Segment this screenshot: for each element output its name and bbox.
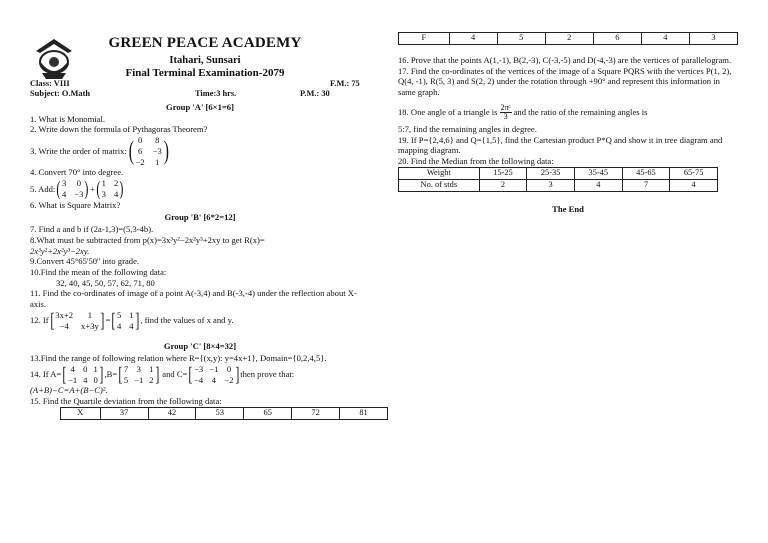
- matrix-cell: 5: [123, 374, 129, 385]
- question-5: [30, 178, 370, 199]
- fm-label: F.M.: 75: [330, 79, 360, 88]
- question-12: [30, 310, 370, 331]
- question-10: 10.Find the mean of the following data:: [30, 267, 167, 278]
- question-20: 20. Find the Median from the following data:: [398, 156, 554, 167]
- table-cell: 4: [574, 179, 622, 191]
- matrix-c-label: and C=: [162, 369, 188, 380]
- matrix-b-label: ,B=: [104, 369, 118, 380]
- table-cell: 42: [148, 407, 196, 419]
- matrix-cell: 3: [61, 178, 67, 189]
- question-17: 17. Find the co-ordinates of the vertices of the image of a Square PQRS with the vertices P(1, 2), Q(4, -1), R(5, 3) and S(2, 2) under the rotation through +90° and represent this information in same graph.: [398, 65, 732, 98]
- matrix-cell: 2: [149, 374, 154, 385]
- matrix-cell: 1: [129, 309, 134, 320]
- matrix-cell: −1: [209, 363, 219, 374]
- question-14-suffix: then prove that:: [240, 369, 295, 380]
- school-address: Itahari, Sunsari: [169, 54, 241, 66]
- matrix-cell: 1: [93, 363, 98, 374]
- table-cell: 65-75: [670, 167, 718, 179]
- subject-label: Subject: O.Math: [30, 89, 91, 98]
- table-cell: 25-35: [527, 167, 575, 179]
- matrix-cell: −4: [194, 374, 204, 385]
- fraction-numerator: 2πᶜ: [500, 102, 511, 112]
- table-cell: 2: [545, 33, 593, 45]
- matrix-cell: 4: [129, 320, 134, 331]
- table-cell: 65: [244, 407, 292, 419]
- question-3: [30, 135, 370, 167]
- question-14-identity: [30, 385, 370, 396]
- q12-matrix-2: [ 5 1 4 4 ]: [111, 309, 139, 332]
- table-cell: 72: [292, 407, 340, 419]
- question-11: 11. Find the co-ordinates of image of a point A(-3,4) and B(-3,-4) under the reflection about X-axis.: [30, 288, 357, 310]
- question-16: 16. Prove that the points A(1,-1), B(2,-3), C(-3,-5) and D(-4,-3) are the vertices of parallelogram.: [398, 55, 732, 65]
- matrix-cell: 8: [155, 135, 160, 146]
- table-cell: 4: [670, 179, 718, 191]
- table-cell: Weight: [399, 167, 480, 179]
- table-cell: 4: [641, 33, 689, 45]
- q3-matrix: ( 0 8 6 −3 −2 1 ): [128, 135, 169, 167]
- question-8-line-2: 2x³y²+2x²y³−2xy.: [30, 245, 90, 256]
- matrix-cell: −1: [134, 374, 144, 385]
- matrix-cell: 4: [113, 188, 119, 199]
- matrix-cell: 2: [113, 178, 119, 189]
- table-cell: 4: [449, 33, 497, 45]
- plus-sign: +: [90, 183, 95, 194]
- time-label: Time:3 hrs.: [195, 89, 237, 98]
- matrix-cell: 4: [70, 363, 75, 374]
- matrix-cell: 1: [87, 309, 93, 320]
- question-8: [30, 235, 370, 256]
- table-cell: 81: [340, 407, 388, 419]
- question-18: [398, 104, 738, 121]
- matrix-cell: −4: [59, 320, 69, 331]
- question-7: 7. Find a and b if (2a-1,3)=(5,3-4b).: [30, 224, 154, 235]
- question-10-data: 32, 40, 45, 50, 57, 62, 71, 80: [56, 277, 155, 288]
- question-8-line-1: 8.What must be subtracted from p(x)=3x³y²−2x²y³+2xy to get R(x)=: [30, 234, 265, 245]
- table-cell: 53: [196, 407, 244, 419]
- table-cell: 15-25: [479, 167, 527, 179]
- matrix-cell: −2: [224, 374, 234, 385]
- table-cell: F: [399, 33, 450, 45]
- question-6: 6. What is Square Matrix?: [30, 199, 121, 210]
- question-12-suffix: , find the values of x and y.: [140, 315, 234, 326]
- table-cell: 7: [622, 179, 670, 191]
- matrix-cell: 4: [83, 374, 88, 385]
- matrix-cell: 0: [226, 363, 232, 374]
- question-1: 1. What is Monomial.: [30, 113, 106, 124]
- matrix-cell: x+3y: [81, 320, 99, 331]
- angle-fraction: [500, 104, 512, 121]
- question-5-text: 5. Add:: [30, 183, 56, 194]
- question-14-prefix: 14. If A=: [30, 369, 62, 380]
- matrix-cell: 1: [155, 156, 160, 167]
- question-12-prefix: 12. If: [30, 315, 49, 326]
- question-18-prefix: 18. One angle of a triangle is: [398, 107, 498, 118]
- question-2: 2. Write down the formula of Pythagoras Theorem?: [30, 124, 208, 135]
- table-cell: 3: [527, 179, 575, 191]
- pm-label: P.M.: 30: [300, 89, 330, 98]
- question-15: 15. Find the Quartile deviation from the following data:: [30, 396, 222, 407]
- matrix-cell: 0: [137, 135, 143, 146]
- class-label: Class: VIII: [30, 79, 70, 88]
- the-end: The End: [552, 203, 584, 214]
- q14-matrix-c: [ −3 −1 0 −4 4 −2 ]: [188, 363, 239, 386]
- matrix-cell: 4: [61, 188, 67, 199]
- table-cell: 45-65: [622, 167, 670, 179]
- q14-matrix-b: [ 7 3 1 5 −1 2 ]: [118, 363, 159, 386]
- question-4: 4. Convert 70° into degree.: [30, 167, 124, 178]
- equals-sign: =: [105, 315, 111, 326]
- group-b-title: Group 'B' [6*2=12]: [164, 212, 236, 223]
- question-19: 19. If P={2,4,6} and Q={1,5}, find the Cartesian product P*Q and show it in tree diagram and mapping diagram.: [398, 134, 723, 156]
- matrix-cell: 6: [137, 145, 143, 156]
- question-14: [30, 364, 370, 385]
- exam-title: Final Terminal Examination-2079: [125, 66, 285, 79]
- fraction-denominator: 3: [503, 111, 508, 121]
- group-a-title: Group 'A' [6×1=6]: [166, 102, 234, 112]
- table-cell: 37: [100, 407, 148, 419]
- table-cell: 5: [497, 33, 545, 45]
- matrix-cell: −2: [135, 156, 145, 167]
- question-18-line-2: 5:7, find the remaining angles in degree.: [398, 123, 537, 134]
- question-9: 9.Convert 45°65'50'' into grade.: [30, 256, 140, 267]
- matrix-cell: 1: [149, 363, 154, 374]
- table-cell: 35-45: [574, 167, 622, 179]
- matrix-cell: 0: [76, 178, 81, 189]
- left-column: [30, 100, 370, 420]
- table-cell: No. of stds: [399, 179, 480, 191]
- table-cell: 6: [593, 33, 641, 45]
- q14-matrix-a: [ 4 0 1 −1 4 0 ]: [62, 363, 104, 386]
- table-row: [399, 179, 718, 191]
- question-18-suffix: and the ratio of the remaining angles is: [513, 107, 648, 118]
- group-c-title: Group 'C' [8×4=32]: [163, 341, 237, 352]
- matrix-cell: −3: [152, 145, 162, 156]
- table-row: [61, 407, 388, 419]
- table-cell: 3: [689, 33, 737, 45]
- matrix-cell: −1: [68, 374, 78, 385]
- matrix-cell: −3: [194, 363, 204, 374]
- right-column: [398, 32, 738, 215]
- matrix-cell: 7: [123, 363, 129, 374]
- school-logo-icon: [32, 37, 76, 81]
- matrix-cell: 4: [211, 374, 216, 385]
- matrix-cell: 3x+2: [55, 309, 74, 320]
- q12-matrix-1: [ 3x+2 1 −4 x+3y ]: [49, 309, 105, 332]
- matrix-cell: 1: [101, 178, 106, 189]
- matrix-cell: 3: [136, 363, 141, 374]
- school-name: GREEN PEACE ACADEMY: [108, 35, 302, 51]
- matrix-cell: 5: [117, 309, 122, 320]
- q5-matrix-2: ( 1 2 3 4 ): [96, 177, 124, 200]
- matrix-cell: 0: [83, 363, 88, 374]
- q15-table-x-row: [60, 407, 388, 420]
- table-cell: 2: [479, 179, 527, 191]
- q20-table: [398, 167, 718, 192]
- table-cell: X: [61, 407, 101, 419]
- matrix-cell: 4: [117, 320, 122, 331]
- question-3-text: 3. Write the order of matrix:: [30, 145, 127, 156]
- matrix-cell: 0: [93, 374, 98, 385]
- table-row: [399, 167, 718, 179]
- question-13: 13.Find the range of following relation where R={(x,y): y=4x+1}, Domain={0,2,4,5}.: [30, 353, 327, 364]
- table-row: [399, 33, 738, 45]
- matrix-cell: 3: [101, 188, 106, 199]
- school-header: [90, 34, 320, 81]
- identity-text: (A+B)−C=A+(B−C)².: [30, 385, 108, 396]
- q15-table-f-row: [398, 32, 738, 45]
- matrix-cell: −3: [74, 188, 84, 199]
- q5-matrix-1: ( 3 0 4 −3 ): [56, 177, 89, 200]
